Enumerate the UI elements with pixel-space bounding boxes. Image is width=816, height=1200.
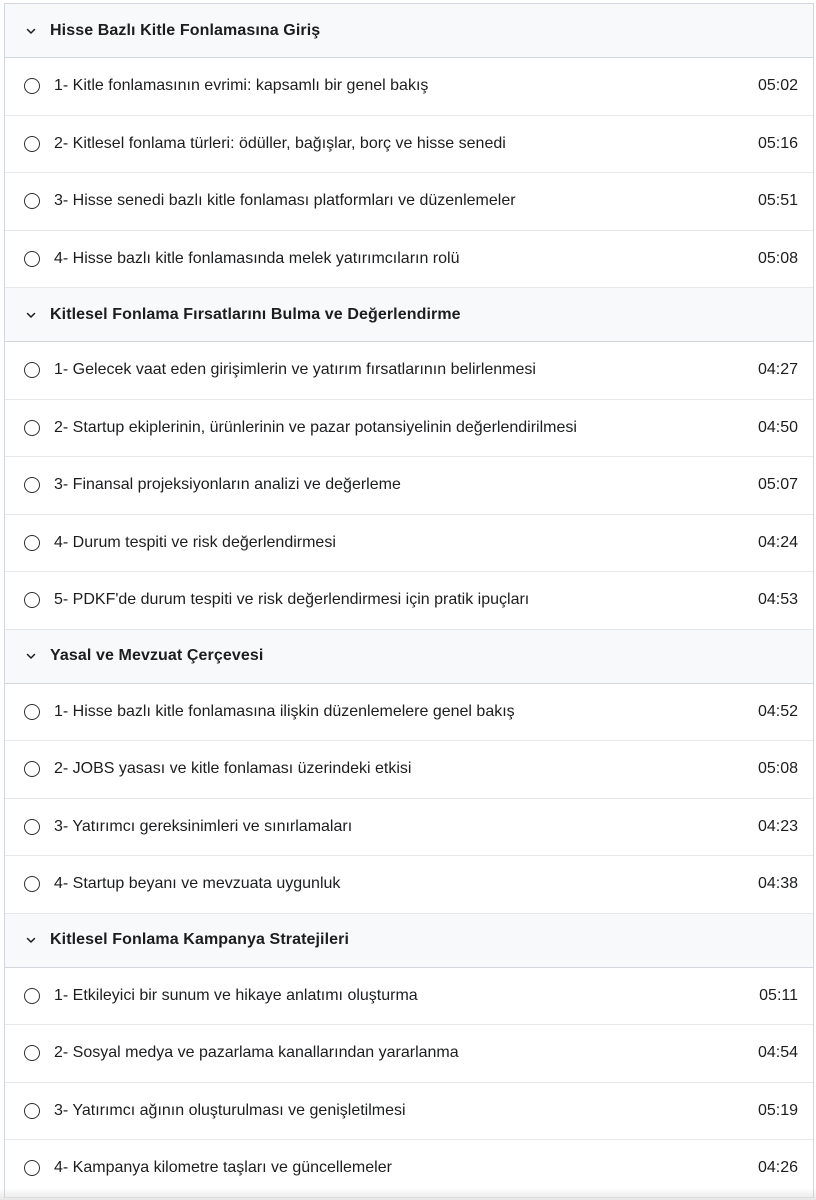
lecture-title: 1- Kitle fonlamasının evrimi: kapsamlı bir genel bakış — [54, 77, 429, 95]
lecture-status-radio[interactable] — [24, 535, 40, 551]
lecture-title: 3- Yatırımcı ağının oluşturulması ve genişletilmesi — [54, 1101, 406, 1119]
lecture-duration: 04:23 — [757, 817, 798, 835]
lecture-item[interactable] — [5, 173, 813, 231]
lecture-duration: 04:54 — [757, 1044, 798, 1062]
lecture-status-radio[interactable] — [24, 876, 40, 892]
lecture-duration: 04:52 — [757, 702, 798, 720]
lecture-status-radio[interactable] — [24, 1160, 40, 1176]
lecture-title: 2- Kitlesel fonlama türleri: ödüller, bağışlar, borç ve hisse senedi — [54, 134, 506, 152]
lecture-duration: 04:24 — [757, 533, 798, 551]
lecture-duration: 05:16 — [757, 134, 798, 152]
lecture-status-radio[interactable] — [24, 362, 40, 378]
lecture-item[interactable] — [5, 58, 813, 116]
chevron-down-icon — [25, 934, 37, 946]
lecture-title: 2- Sosyal medya ve pazarlama kanallarından yararlanma — [54, 1044, 459, 1062]
lecture-title: 4- Durum tespiti ve risk değerlendirmesi — [54, 533, 336, 551]
lecture-status-radio[interactable] — [24, 477, 40, 493]
lecture-title: 2- Startup ekiplerinin, ürünlerinin ve pazar potansiyelinin değerlendirilmesi — [54, 418, 577, 436]
lecture-title: 3- Yatırımcı gereksinimleri ve sınırlamaları — [54, 817, 353, 835]
lecture-duration: 04:27 — [757, 361, 798, 379]
lecture-item[interactable] — [5, 741, 813, 799]
lecture-title: 3- Finansal projeksiyonların analizi ve değerleme — [54, 476, 401, 494]
lecture-status-radio[interactable] — [24, 988, 40, 1004]
lecture-duration: 05:19 — [757, 1101, 798, 1119]
lecture-item[interactable] — [5, 856, 813, 914]
section-title: Kitlesel Fonlama Kampanya Stratejileri — [50, 931, 350, 948]
lecture-duration: 05:08 — [757, 249, 798, 267]
lecture-item[interactable] — [5, 1025, 813, 1083]
lecture-duration: 05:51 — [757, 192, 798, 210]
lecture-status-radio[interactable] — [24, 592, 40, 608]
lecture-item[interactable] — [5, 457, 813, 515]
lecture-status-radio[interactable] — [24, 251, 40, 267]
lecture-title: 4- Kampanya kilometre taşları ve güncellemeler — [54, 1159, 392, 1177]
lecture-duration: 05:07 — [757, 476, 798, 494]
lecture-item[interactable] — [5, 515, 813, 573]
lecture-status-radio[interactable] — [24, 761, 40, 777]
chevron-down-icon — [25, 650, 37, 662]
lecture-duration: 05:11 — [759, 986, 798, 1004]
section-title: Kitlesel Fonlama Fırsatlarını Bulma ve Değerlendirme — [50, 305, 461, 323]
lecture-status-radio[interactable] — [24, 136, 40, 152]
section-header[interactable] — [5, 914, 813, 968]
lecture-status-radio[interactable] — [24, 704, 40, 720]
lecture-title: 4- Hisse bazlı kitle fonlamasında melek yatırımcıların rolü — [54, 249, 460, 267]
section-header[interactable] — [5, 288, 813, 342]
course-curriculum — [4, 3, 814, 1198]
lecture-title: 5- PDKF'de durum tespiti ve risk değerlendirmesi için pratik ipuçları — [54, 591, 530, 609]
lecture-status-radio[interactable] — [24, 819, 40, 835]
lecture-duration: 04:26 — [757, 1159, 798, 1177]
lecture-item[interactable] — [5, 1083, 813, 1141]
lecture-item[interactable] — [5, 1140, 813, 1198]
lecture-item[interactable] — [5, 342, 813, 400]
chevron-down-icon — [25, 25, 37, 37]
lecture-duration: 05:08 — [757, 760, 798, 778]
lecture-title: 1- Gelecek vaat eden girişimlerin ve yatırım fırsatlarının belirlenmesi — [54, 361, 536, 379]
lecture-item[interactable] — [5, 400, 813, 458]
lecture-status-radio[interactable] — [24, 420, 40, 436]
lecture-item[interactable] — [5, 572, 813, 630]
lecture-duration: 04:38 — [757, 875, 798, 893]
lecture-duration: 04:53 — [757, 591, 798, 609]
lecture-title: 1- Etkileyici bir sunum ve hikaye anlatımı oluşturma — [54, 986, 418, 1004]
section-title: Hisse Bazlı Kitle Fonlamasına Giriş — [50, 21, 321, 39]
lecture-title: 1- Hisse bazlı kitle fonlamasına ilişkin düzenlemelere genel bakış — [54, 702, 515, 720]
lecture-title: 2- JOBS yasası ve kitle fonlaması üzerindeki etkisi — [54, 760, 412, 778]
section-header[interactable] — [5, 630, 813, 684]
lecture-duration: 05:02 — [757, 77, 798, 95]
section-header[interactable] — [5, 4, 813, 58]
lecture-status-radio[interactable] — [24, 78, 40, 94]
lecture-item[interactable] — [5, 684, 813, 742]
lecture-item[interactable] — [5, 116, 813, 174]
lecture-item[interactable] — [5, 968, 813, 1026]
lecture-status-radio[interactable] — [24, 1103, 40, 1119]
lecture-duration: 04:50 — [757, 418, 798, 436]
lecture-title: 4- Startup beyanı ve mevzuata uygunluk — [54, 875, 341, 893]
lecture-title: 3- Hisse senedi bazlı kitle fonlaması platformları ve düzenlemeler — [54, 192, 516, 210]
lecture-status-radio[interactable] — [24, 1045, 40, 1061]
lecture-item[interactable] — [5, 231, 813, 289]
lecture-item[interactable] — [5, 799, 813, 857]
section-title: Yasal ve Mevzuat Çerçevesi — [50, 647, 264, 664]
chevron-down-icon — [25, 309, 37, 321]
lecture-status-radio[interactable] — [24, 193, 40, 209]
